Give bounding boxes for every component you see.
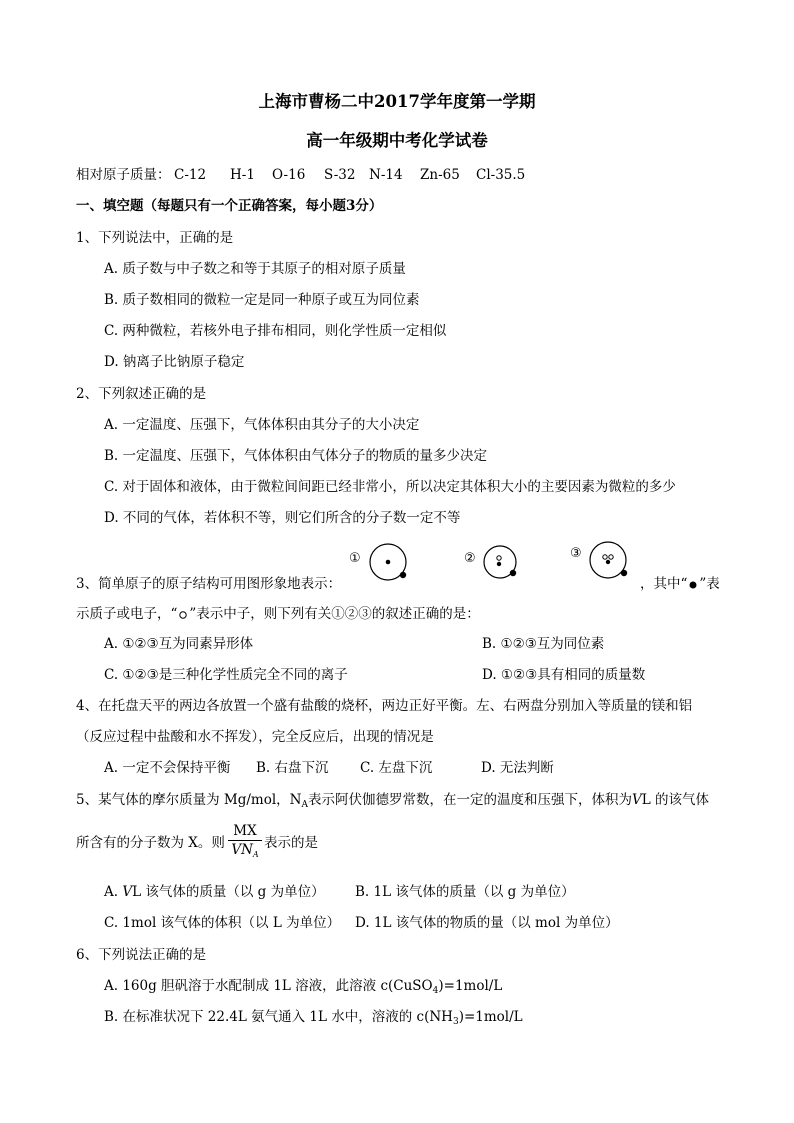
electron-icon — [400, 572, 406, 578]
neutron-icon — [609, 555, 613, 559]
atom-2-figure — [464, 546, 516, 578]
atom-label-3: ③ — [570, 546, 582, 561]
question-5-option-d: D. 1L 该气体的物质的量（以 mol 为单位） — [355, 915, 619, 931]
atom-structure-diagram — [345, 540, 635, 584]
question-2-option-d: D. 不同的气体，若体积不等，则它们所含的分子数一定不等 — [104, 510, 461, 526]
question-4-stem-line2: （反应过程中盐酸和水不挥发），完全反应后，出现的情况是 — [76, 729, 434, 745]
question-3-option-a: A. ①②③互为同素异形体 — [104, 636, 254, 652]
question-3-stem-start: 3、简单原子的原子结构可用图形象地表示： — [76, 576, 342, 592]
question-4-option-c: C. 左盘下沉 — [360, 760, 433, 776]
atomic-mass-item: O-16 — [272, 167, 306, 183]
atom-label-2: ② — [464, 551, 476, 566]
question-3-option-b: B. ①②③互为同位素 — [482, 636, 605, 652]
question-2-option-c: C. 对于固体和液体，由于微粒间间距已经非常小，所以决定其体积大小的主要因素为微粒的多少 — [104, 479, 676, 495]
question-5-stem: 5、某气体的摩尔质量为 Mg/mol，$N_A$表示阿伏伽德罗常数，在一定的温度和压强下，体积为VL 的该气体 — [76, 792, 709, 810]
formula-fraction — [228, 822, 262, 864]
question-5-option-b: B. 1L 该气体的质量（以 g 为单位） — [355, 884, 575, 900]
fraction-numerator: MX — [228, 822, 262, 841]
question-3-stem-end: ，其中“ ”表 — [640, 576, 720, 592]
question-2-option-a: A. 一定温度、压强下，气体体积由其分子的大小决定 — [104, 417, 420, 433]
section-heading: 一、填空题（每题只有一个正确答案，每小题3分） — [76, 198, 383, 214]
atomic-mass-item: Zn-65 — [420, 167, 460, 183]
proton-icon — [497, 562, 501, 566]
atomic-mass-item: N-14 — [369, 167, 403, 183]
fraction-denominator: $VN_A$ — [231, 842, 259, 859]
atomic-mass-item: H-1 — [230, 167, 255, 183]
atomic-mass-item: C-12 — [174, 167, 207, 183]
question-1-option-b: B. 质子数相同的微粒一定是同一种原子或互为同位素 — [104, 292, 420, 308]
electron-icon — [510, 570, 516, 576]
proton-icon — [606, 560, 610, 564]
question-6-option-a: A. 160g 胆矾溶于水配制成 1L 溶液，此溶液 c(CuSO$_4$)=1mol/L — [104, 978, 503, 996]
question-6-option-b: B. 在标准状况下 22.4L 氨气通入 1L 水中，溶液的 $c(NH_3)=1mol/L$ — [104, 1009, 523, 1027]
atomic-mass-item: S-32 — [324, 167, 356, 183]
exam-title: 上海市曹杨二中2017学年度第一学期 — [258, 92, 536, 111]
filled-dot-icon — [687, 580, 699, 590]
atom-label-1: ① — [349, 551, 361, 566]
question-5-option-c: C. 1mol 该气体的体积（以 L 为单位） — [104, 915, 341, 931]
question-3-stem — [76, 575, 341, 593]
question-6-stem: 6、下列说法正确的是 — [76, 947, 207, 963]
question-2-stem: 2、下列叙述正确的是 — [76, 386, 207, 402]
question-4-stem: 4、在托盘天平的两边各放置一个盛有盐酸的烧杯，两边正好平衡。左、右两盘分别加入等质量的镁和铝 — [76, 698, 693, 714]
question-1-option-c: C. 两种微粒，若核外电子排布相同，则化学性质一定相似 — [104, 323, 447, 339]
neutron-icon — [497, 556, 501, 560]
exam-subtitle: 高一年级期中考化学试卷 — [306, 131, 488, 150]
question-3-stem-line2: 示质子或电子，“ ”表示中子，则下列有关①②③的叙述正确的是： — [76, 606, 480, 622]
question-2-option-b: B. 一定温度、压强下，气体体积由气体分子的物质的量多少决定 — [104, 448, 488, 464]
question-5-stem-line2-end: 表示的是 — [264, 835, 318, 851]
atomic-mass-label: 相对原子质量： — [76, 167, 171, 183]
question-3-option-c: C. ①②③是三种化学性质完全不同的离子 — [104, 667, 348, 683]
atom-3-figure — [570, 542, 627, 578]
neutron-icon — [603, 555, 607, 559]
atomic-mass-item: Cl-35.5 — [476, 167, 526, 183]
question-4-option-a: A. 一定不会保持平衡 — [104, 760, 231, 776]
question-4-option-b: B. 右盘下沉 — [256, 760, 329, 776]
electron-icon — [621, 570, 627, 576]
hollow-dot-icon — [177, 610, 189, 620]
question-3-option-d: D. ①②③具有相同的质量数 — [482, 667, 646, 683]
proton-icon — [386, 560, 391, 565]
question-4-option-d: D. 无法判断 — [481, 760, 554, 776]
question-1-option-d: D. 钠离子比钠原子稳定 — [104, 354, 245, 370]
question-1-option-a: A. 质子数与中子数之和等于其原子的相对原子质量 — [104, 261, 406, 277]
question-1-stem: 1、下列说法中，正确的是 — [76, 230, 234, 246]
question-5-stem-line2: 所含有的分子数为 X。则 — [76, 835, 225, 851]
atom-1-figure — [349, 544, 406, 580]
question-5-option-a: A. VL 该气体的质量（以 g 为单位） — [104, 884, 325, 900]
